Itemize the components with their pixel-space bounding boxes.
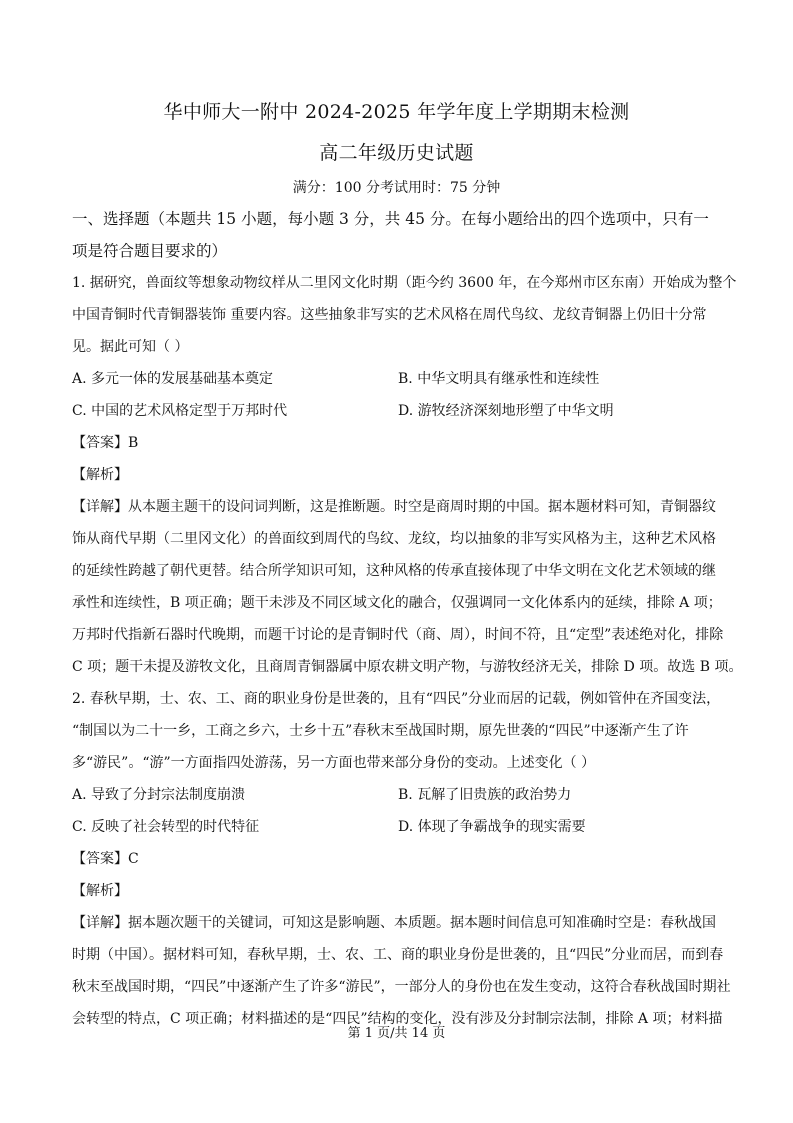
q1-stem-line: 1. 据研究，兽面纹等想象动物纹样从二里冈文化时期（距今约 3600 年，在今郑州市区东南）开始成为整个 (72, 275, 737, 291)
q1-detail-line: C 项；题干未提及游牧文化，且商周青铜器属中原农耕文明产物，与游牧经济无关，排除 D 项。故选 B 项。 (72, 659, 743, 675)
q1-detail-line: 饰从商代早期（二里冈文化）的兽面纹到周代的鸟纹、龙纹，均以抽象的非写实风格为主，这种艺术风格 (72, 531, 716, 547)
page-footer: 第 1 页/共 14 页 (347, 1026, 446, 1041)
q2-detail-line: 会转型的特点，C 项正确；材料描述的是“四民”结构的变化，没有涉及分封制宗法制，排除 A 项；材料描 (72, 1011, 723, 1027)
exam-title: 华中师大一附中 2024-2025 年学年度上学期期末检测 (163, 101, 630, 123)
q1-options-row (72, 363, 732, 395)
exam-subtitle: 高二年级历史试题 (319, 142, 474, 164)
q2-option-c: C. 反映了社会转型的时代特征 (72, 819, 260, 835)
q2-detail-line: 【详解】据本题次题干的关键词，可知这是影响题、本质题。据本题时间信息可知准确时空是：春秋战国 (72, 915, 716, 931)
q1-stem-line: 见。据此可知（ ） (72, 339, 189, 355)
q2-stem-line: 多“游民”。“游”一方面指四处游荡，另一方面也带来部分身份的变动。上述变化（ ） (72, 755, 596, 771)
q1-options-row (72, 395, 732, 427)
q1-detail-line: 承性和连续性，B 项正确；题干未涉及不同区域文化的融合，仅强调同一文化体系内的延续，排除 A 项； (72, 595, 722, 611)
q1-stem-line: 中国青铜时代青铜器装饰 重要内容。这些抽象非写实的艺术风格在周代鸟纹、龙纹青铜器上仍旧十分常 (72, 307, 707, 323)
q2-answer: 【答案】C (72, 851, 139, 867)
q2-analysis-label: 【解析】 (72, 883, 128, 899)
q1-option-b: B. 中华文明具有继承性和连续性 (398, 371, 600, 387)
q2-option-b: B. 瓦解了旧贵族的政治势力 (398, 787, 572, 803)
q2-stem-line: 2. 春秋早期，士、农、工、商的职业身份是世袭的，且有“四民”分业而居的记载，例如管仲在齐国变法， (72, 691, 721, 707)
content-body (72, 203, 743, 1035)
q1-analysis-label: 【解析】 (72, 467, 128, 483)
q2-options-row (72, 811, 732, 843)
q2-options-row (72, 779, 732, 811)
q2-detail-line: 秋末至战国时期，“四民”中逐渐产生了许多“游民”，一部分人的身份也在发生变动，这符合春秋战国时期社 (72, 979, 731, 995)
q1-option-c: C. 中国的艺术风格定型于万邦时代 (72, 403, 288, 419)
exam-meta: 满分：100 分考试用时：75 分钟 (292, 180, 501, 196)
section-heading-line: 项是符合题目要求的） (72, 242, 228, 260)
q1-detail-line: 的延续性跨越了朝代更替。结合所学知识可知，这种风格的传承直接体现了中华文明在文化艺术领域的继 (72, 563, 716, 579)
q2-option-a: A. 导致了分封宗法制度崩溃 (72, 787, 246, 803)
q2-option-d: D. 体现了争霸战争的现实需要 (398, 819, 586, 835)
q2-stem-line: “制国以为二十一乡，工商之乡六，士乡十五”春秋末至战国时期，原先世袭的“四民”中逐渐产生了许 (72, 723, 689, 739)
q2-detail-line: 时期（中国）。据材料可知，春秋早期，士、农、工、商的职业身份是世袭的，且“四民”分业而居，而到春 (72, 947, 724, 963)
section-heading-line: 一、选择题（本题共 15 小题，每小题 3 分，共 45 分。在每小题给出的四个选项中，只有一 (72, 210, 709, 228)
q1-detail-line: 【详解】从本题主题干的设问词判断，这是推断题。时空是商周时期的中国。据本题材料可知，青铜器纹 (72, 499, 716, 515)
q1-option-a: A. 多元一体的发展基础基本奠定 (72, 371, 274, 387)
q1-answer: 【答案】B (72, 435, 139, 451)
q1-option-d: D. 游牧经济深刻地形塑了中华文明 (398, 403, 614, 419)
q1-detail-line: 万邦时代指新石器时代晚期，而题干讨论的是青铜时代（商、周），时间不符，且“定型”表述绝对化，排除 (72, 627, 724, 643)
